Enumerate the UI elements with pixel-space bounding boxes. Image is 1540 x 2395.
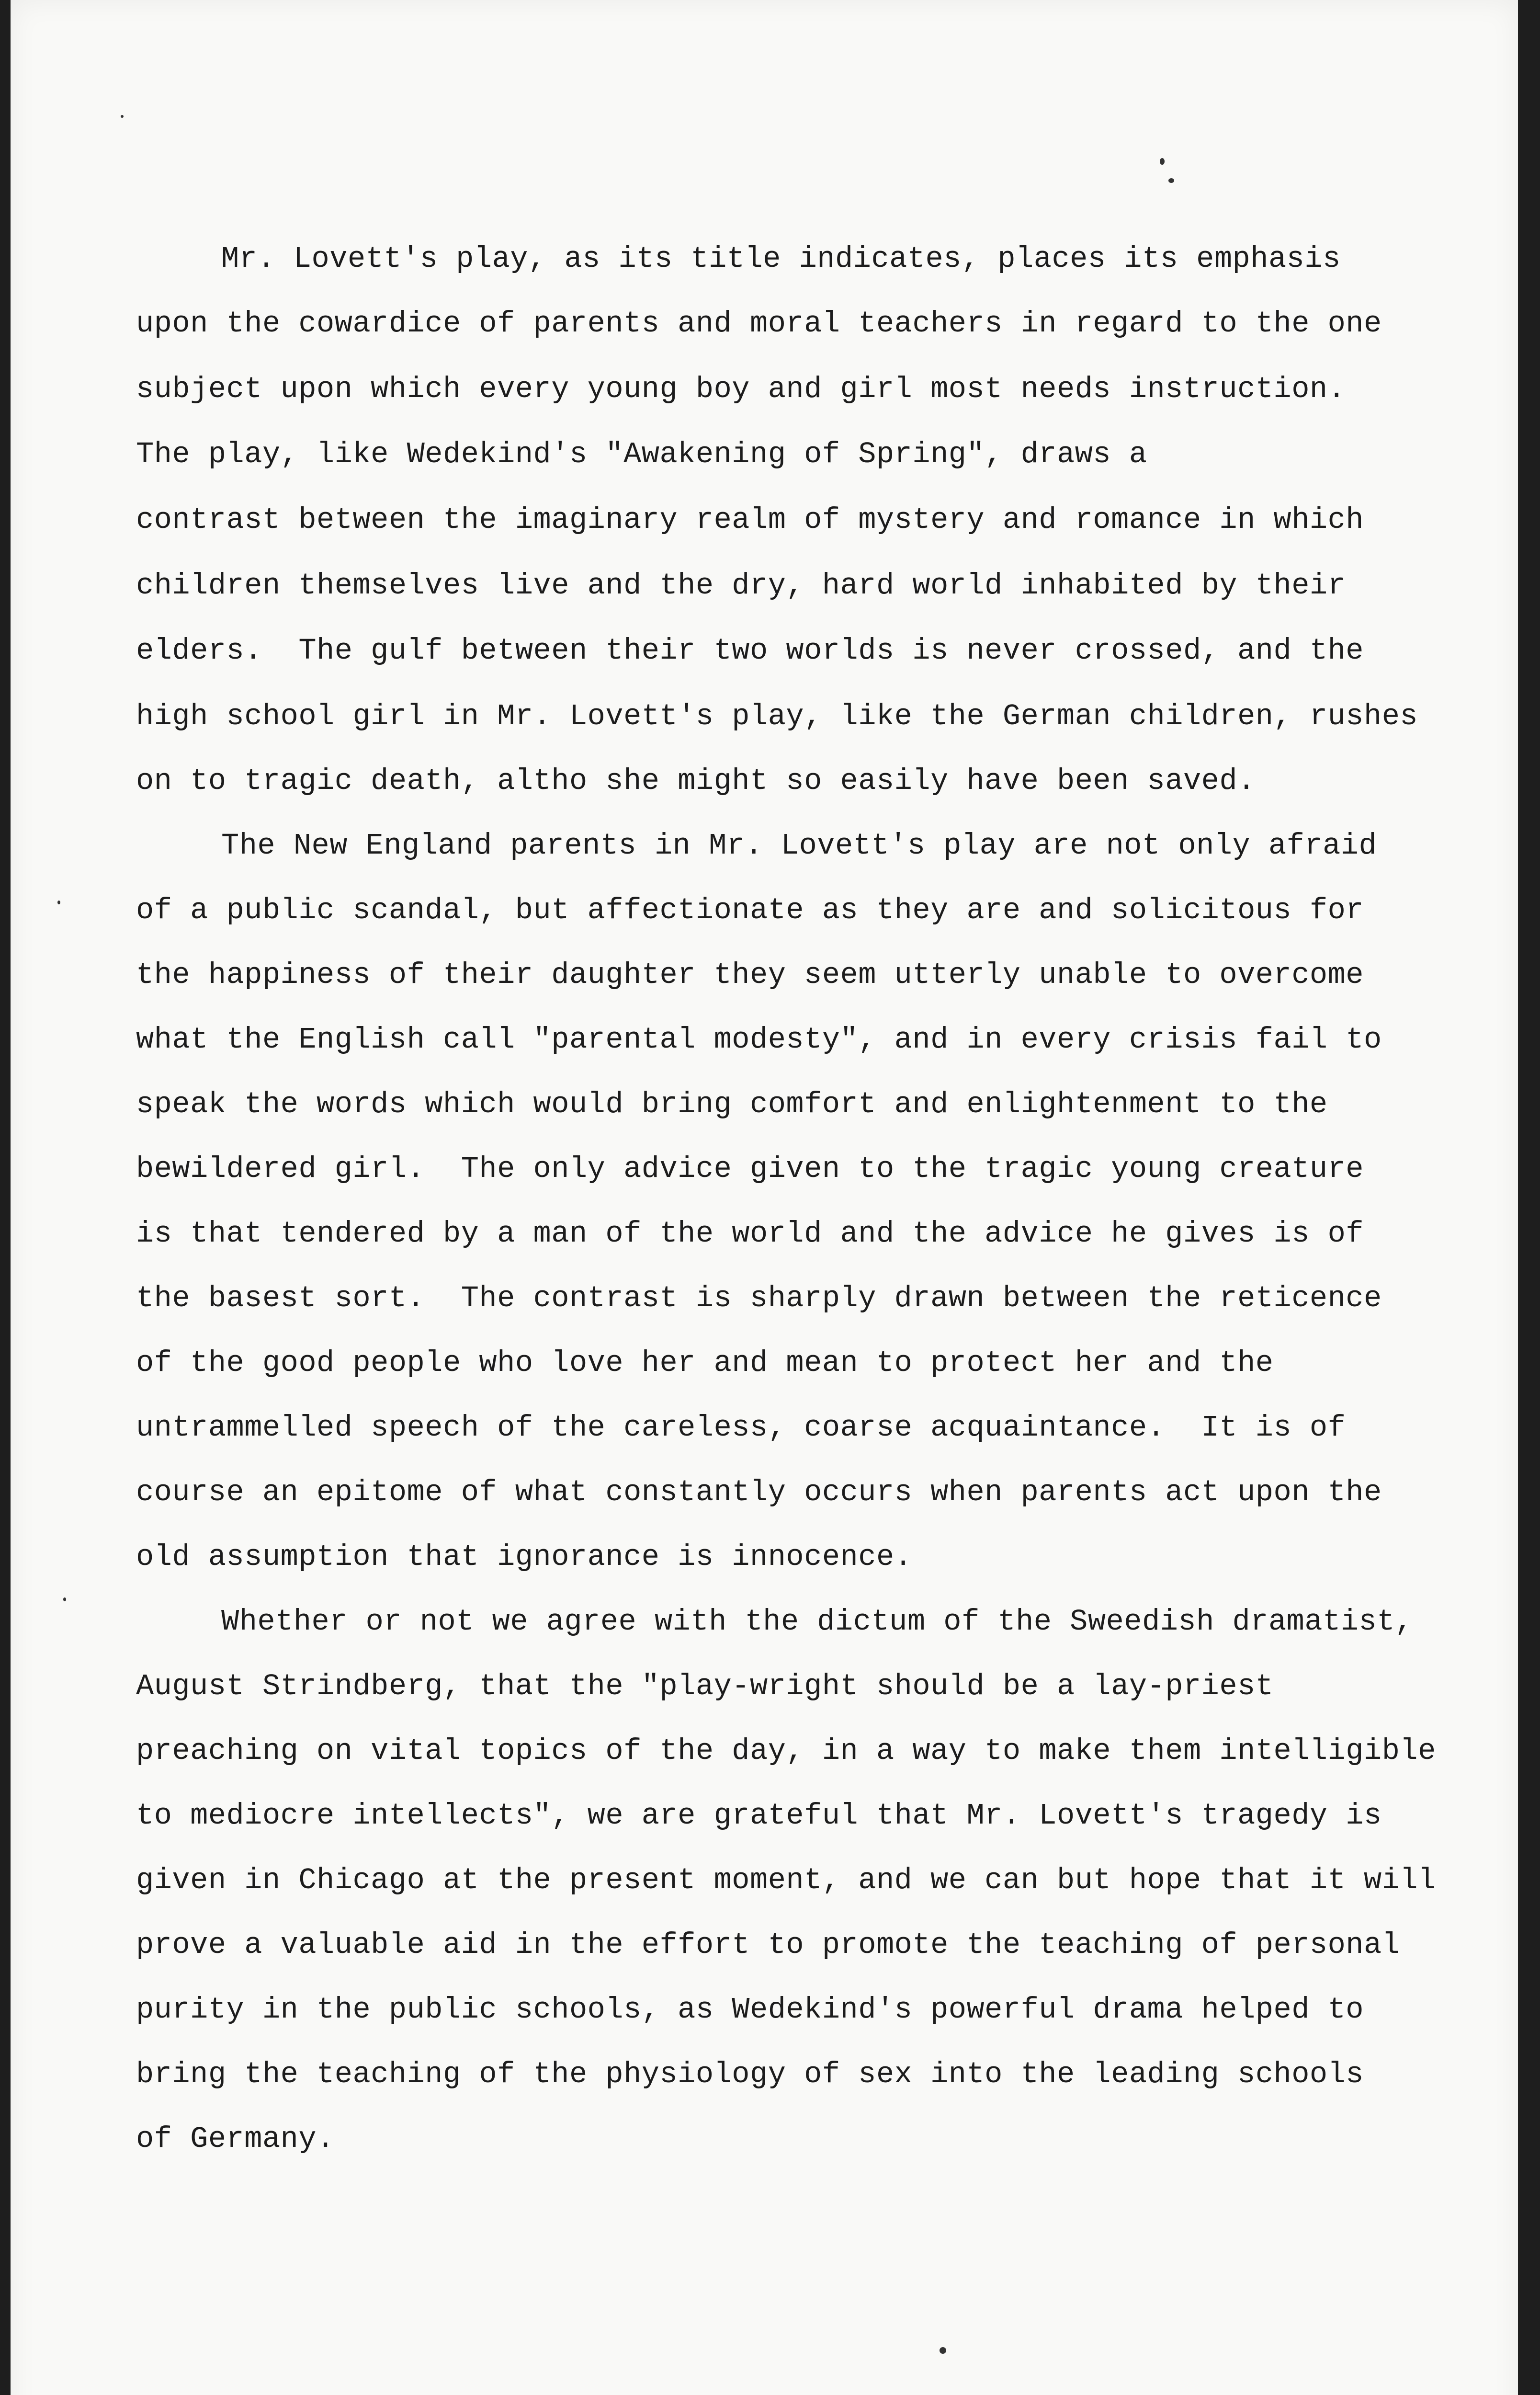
text-line: upon the cowardice of parents and moral teachers in regard to the one	[136, 307, 1382, 341]
text-line: prove a valuable aid in the effort to promote the teaching of personal	[136, 1928, 1400, 1962]
text-line: August Strindberg, that the "play-wright should be a lay-priest	[136, 1669, 1274, 1703]
text-line: old assumption that ignorance is innocence.	[136, 1540, 913, 1574]
text-line: the happiness of their daughter they seem utterly unable to overcome	[136, 958, 1364, 992]
text-line: of the good people who love her and mean to protect her and the	[136, 1346, 1274, 1380]
text-line: children themselves live and the dry, hard world inhabited by their	[136, 569, 1346, 603]
text-line: what the English call "parental modesty", and in every crisis fail to	[136, 1023, 1382, 1057]
text-line: given in Chicago at the present moment, and we can but hope that it will	[136, 1863, 1436, 1897]
ink-speck	[1168, 178, 1174, 183]
text-line: is that tendered by a man of the world and the advice he gives is of	[136, 1217, 1364, 1251]
text-line: The play, like Wedekind's "Awakening of Spring", draws a	[136, 437, 1147, 471]
ink-speck	[121, 115, 124, 118]
text-line: preaching on vital topics of the day, in a way to make them intelligible	[136, 1734, 1436, 1768]
typewritten-page	[11, 0, 1518, 2395]
text-line: the basest sort. The contrast is sharply drawn between the reticence	[136, 1281, 1382, 1315]
text-line: Mr. Lovett's play, as its title indicates, places its emphasis	[221, 242, 1341, 276]
text-line: to mediocre intellects", we are grateful that Mr. Lovett's tragedy is	[136, 1799, 1382, 1833]
text-line: of a public scandal, but affectionate as they are and solicitous for	[136, 893, 1364, 927]
text-line: elders. The gulf between their two worlds is never crossed, and the	[136, 634, 1364, 668]
ink-speck	[940, 2347, 946, 2354]
text-line: purity in the public schools, as Wedekind's powerful drama helped to	[136, 1993, 1364, 2027]
text-line: high school girl in Mr. Lovett's play, like the German children, rushes	[136, 699, 1418, 733]
text-line: bewildered girl. The only advice given to the tragic young creature	[136, 1152, 1364, 1186]
text-line: contrast between the imaginary realm of mystery and romance in which	[136, 503, 1364, 537]
text-line: The New England parents in Mr. Lovett's play are not only afraid	[221, 829, 1377, 863]
text-line: untrammelled speech of the careless, coarse acquaintance. It is of	[136, 1411, 1346, 1445]
text-line: of Germany.	[136, 2122, 335, 2156]
text-line: Whether or not we agree with the dictum of the Sweedish dramatist,	[221, 1605, 1413, 1639]
ink-speck	[1160, 158, 1165, 165]
text-line: speak the words which would bring comfort and enlightenment to the	[136, 1087, 1328, 1121]
text-line: subject upon which every young boy and girl most needs instruction.	[136, 372, 1346, 406]
ink-speck	[57, 901, 60, 904]
text-line: bring the teaching of the physiology of sex into the leading schools	[136, 2057, 1364, 2091]
ink-speck	[63, 1597, 66, 1601]
text-line: course an epitome of what constantly occurs when parents act upon the	[136, 1475, 1382, 1509]
text-line: on to tragic death, altho she might so easily have been saved.	[136, 764, 1256, 798]
